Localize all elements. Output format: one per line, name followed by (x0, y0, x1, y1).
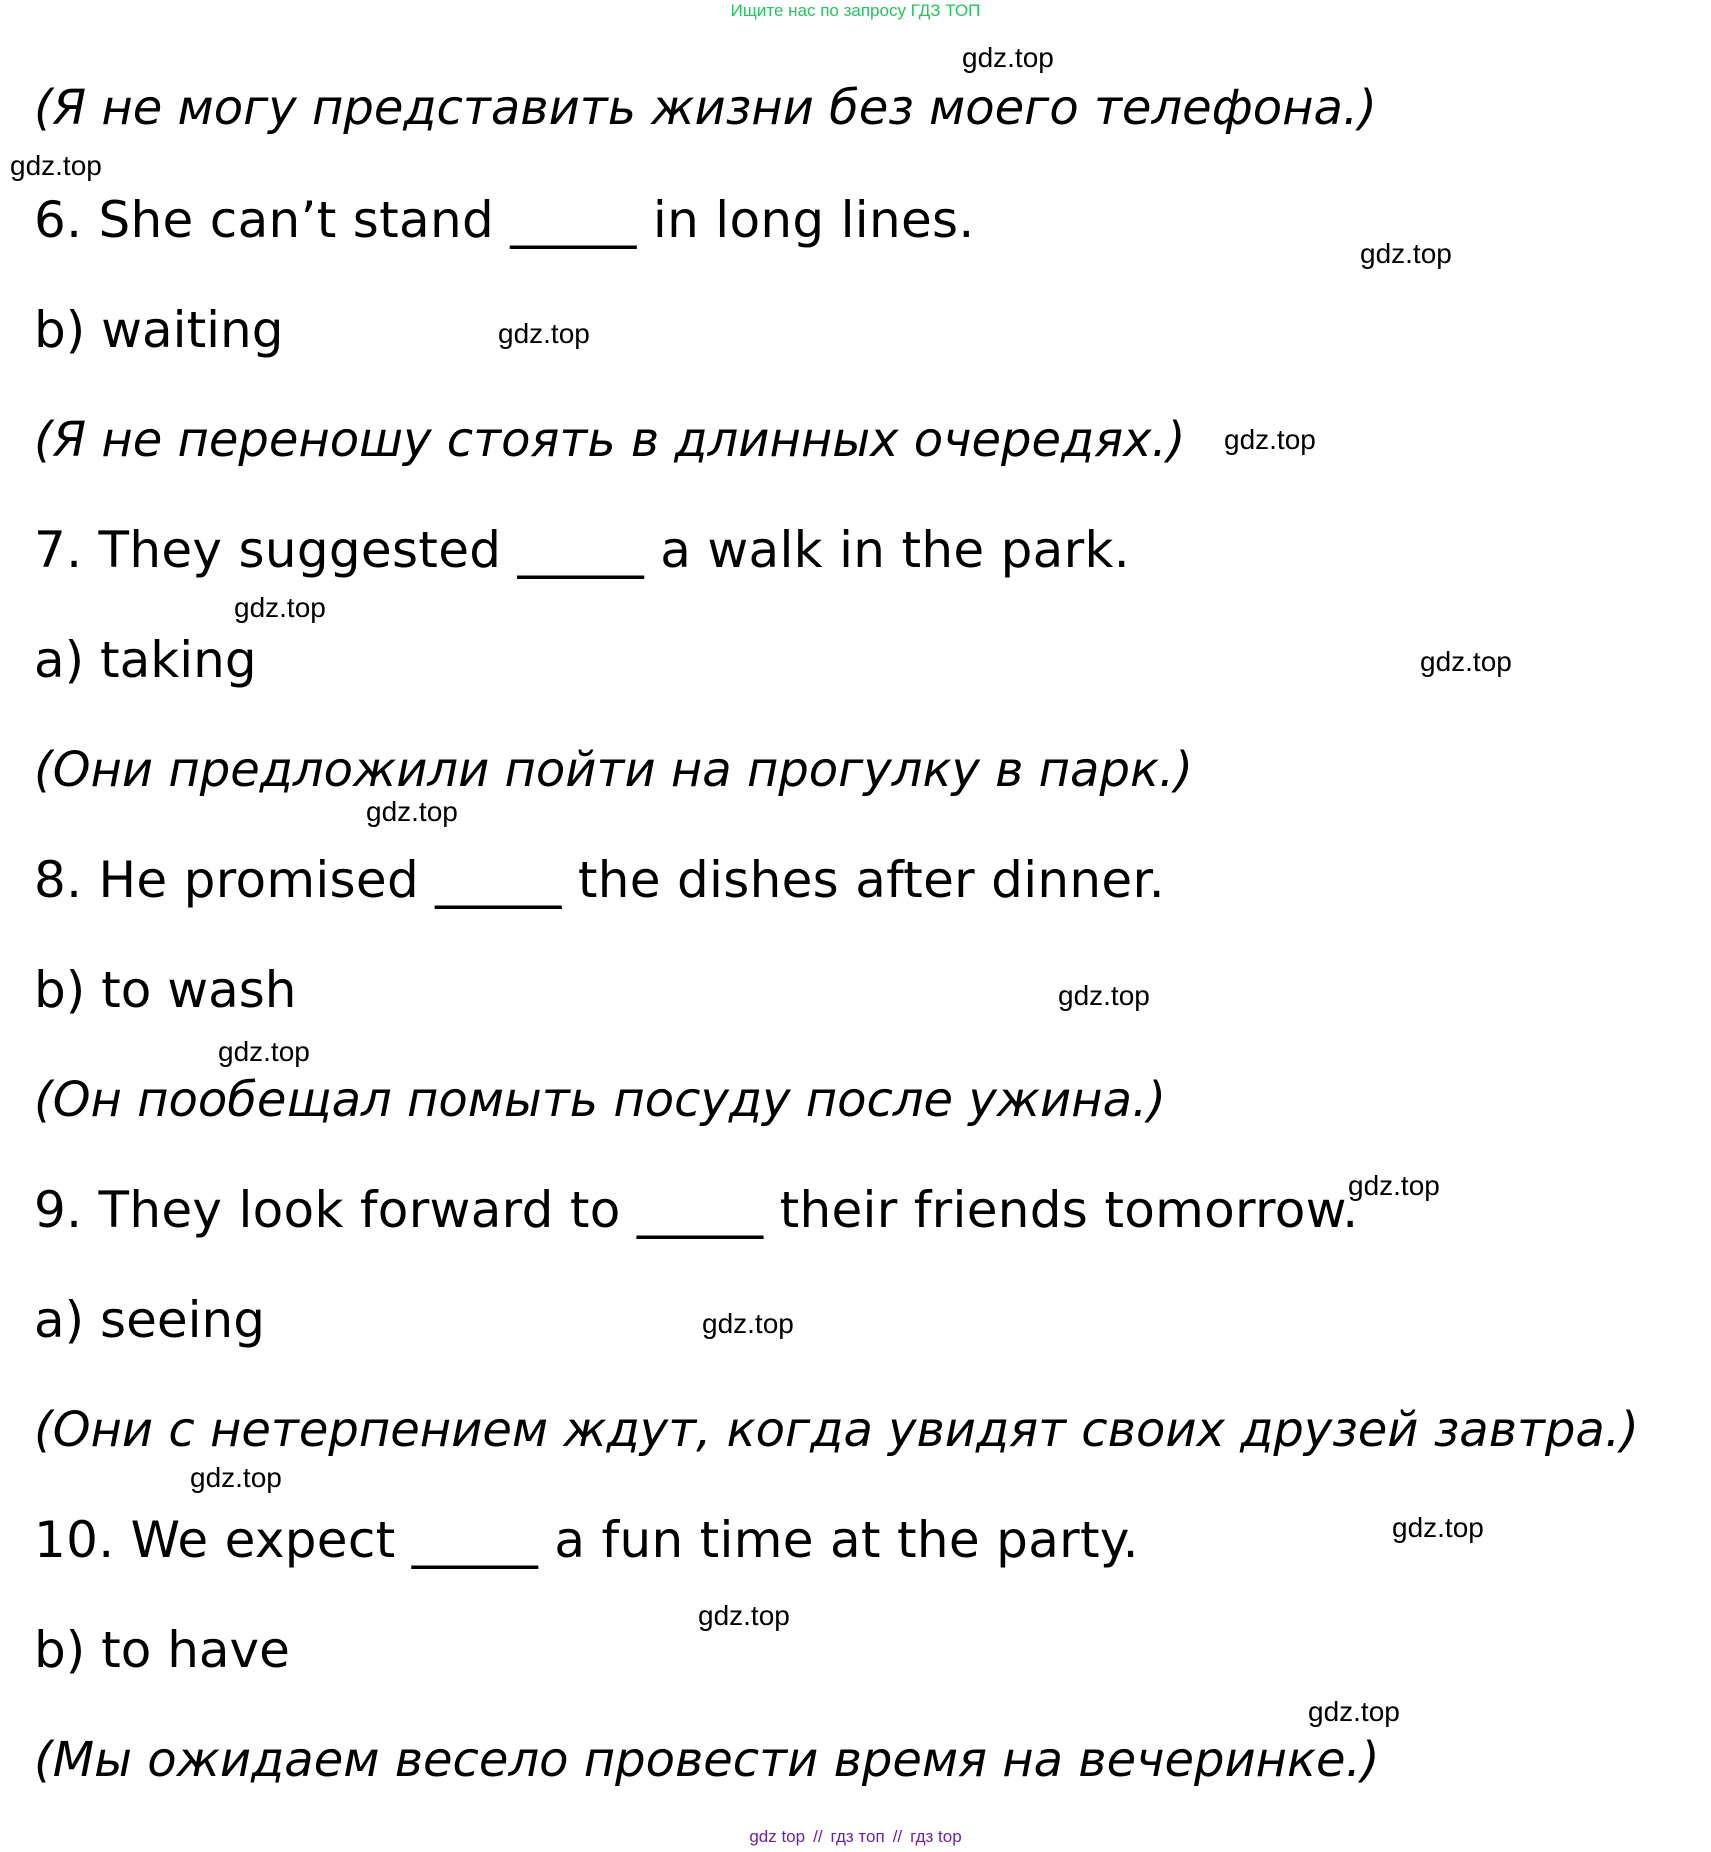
translation-7: (Они предложили пойти на прогулку в парк.) (34, 742, 1193, 798)
translation-10: (Мы ожидаем весело провести время на вечеринке.) (34, 1732, 1380, 1788)
footer-separator: // (892, 1827, 903, 1846)
watermark: gdz.top (498, 318, 590, 349)
footer-separator: // (813, 1827, 823, 1846)
footer-link-gdz-top-mixed[interactable]: гдз top (910, 1827, 962, 1846)
watermark: gdz.top (10, 150, 102, 181)
header-banner[interactable]: Ищите нас по запросу ГДЗ ТОП (730, 1, 981, 20)
watermark: gdz.top (1058, 980, 1150, 1011)
answer-10: b) to have (34, 1621, 290, 1679)
watermark: gdz.top (1308, 1696, 1400, 1727)
question-6: 6. She can’t stand _____ in long lines. (34, 191, 975, 249)
translation-9: (Они с нетерпением ждут, когда увидят своих друзей завтра.) (34, 1402, 1639, 1458)
answer-8: b) to wash (34, 961, 297, 1019)
watermark: gdz.top (698, 1600, 790, 1631)
watermark: gdz.top (702, 1308, 794, 1339)
answer-6: b) waiting (34, 301, 284, 359)
watermark: gdz.top (1348, 1170, 1440, 1201)
question-7: 7. They suggested _____ a walk in the park. (34, 521, 1130, 579)
footer-links (0, 1826, 1711, 1848)
answer-7: a) taking (34, 631, 257, 689)
translation-6: (Я не переношу стоять в длинных очередях.) (34, 412, 1186, 468)
question-10: 10. We expect _____ a fun time at the party. (34, 1511, 1139, 1569)
watermark: gdz.top (190, 1462, 282, 1493)
watermark: gdz.top (218, 1036, 310, 1067)
translation-8: (Он пообещал помыть посуду после ужина.) (34, 1072, 1166, 1128)
watermark: gdz.top (1420, 646, 1512, 677)
watermark: gdz.top (1224, 424, 1316, 455)
answer-9: a) seeing (34, 1291, 265, 1349)
watermark: gdz.top (1360, 238, 1452, 269)
watermark: gdz.top (366, 796, 458, 827)
footer-link-gdz-top[interactable]: gdz top (749, 1827, 806, 1846)
watermark: gdz.top (234, 592, 326, 623)
question-9: 9. They look forward to _____ their friends tomorrow. (34, 1181, 1359, 1239)
watermark: gdz.top (1392, 1512, 1484, 1543)
watermark: gdz.top (962, 42, 1054, 73)
footer-link-gdz-top-ru[interactable]: гдз топ (830, 1827, 885, 1846)
translation-5: (Я не могу представить жизни без моего телефона.) (34, 80, 1377, 136)
question-8: 8. He promised _____ the dishes after dinner. (34, 851, 1165, 909)
